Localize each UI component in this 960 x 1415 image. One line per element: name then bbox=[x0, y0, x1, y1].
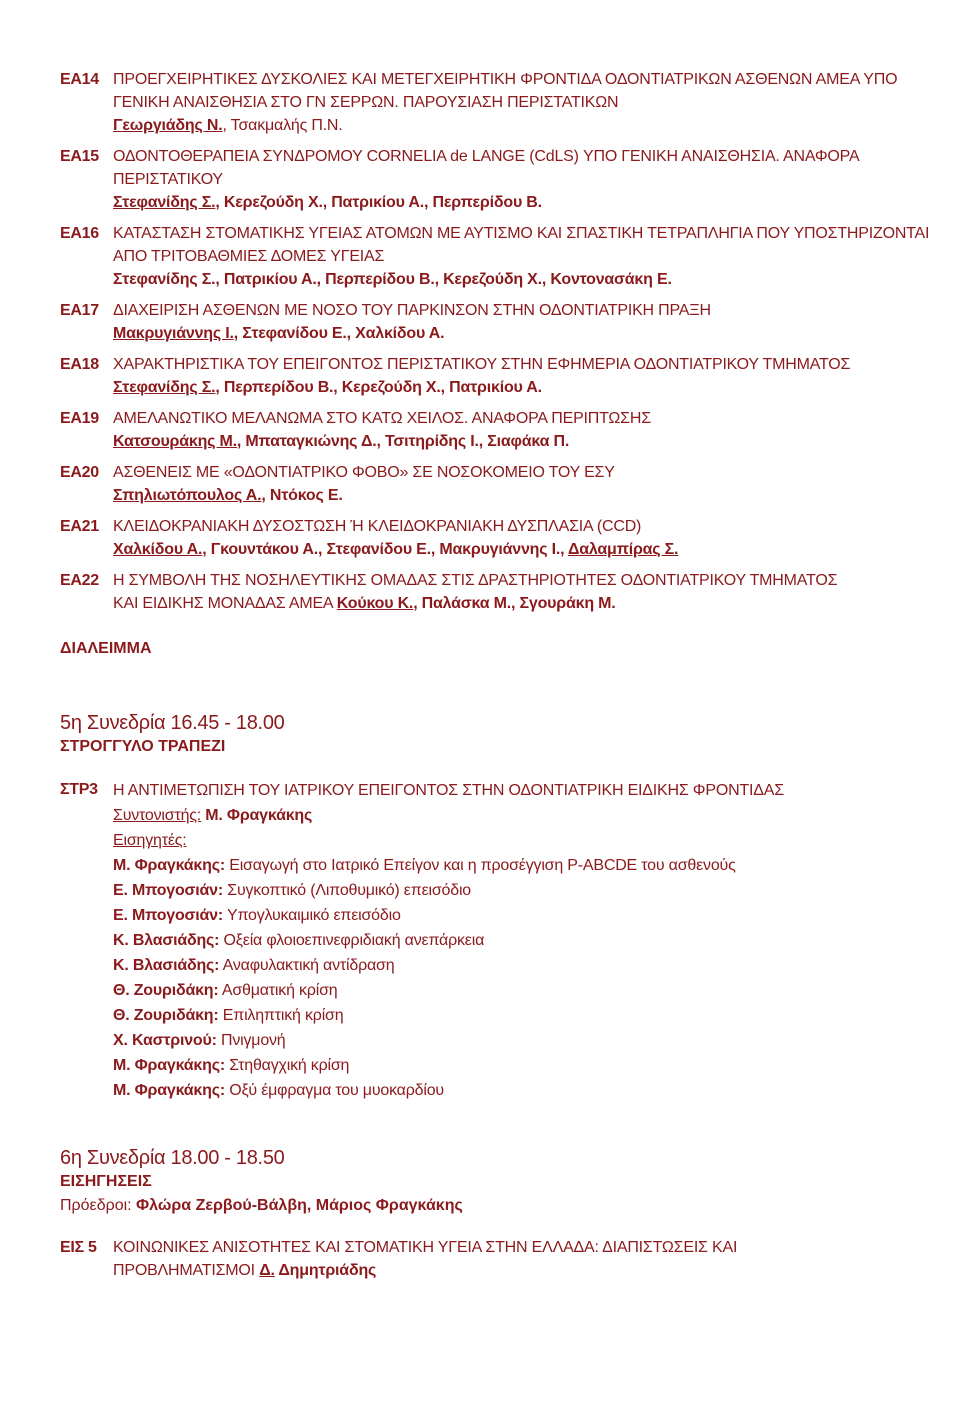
abstract-code: ΕΑ20 bbox=[60, 464, 99, 481]
abstract-title: ΠΡΟΕΓΧΕΙΡΗΤΙΚΕΣ ΔΥΣΚΟΛΙΕΣ ΚΑΙ ΜΕΤΕΓΧΕΙΡΗΤΙΚΗ ΦΡΟΝΤΙΔΑ ΟΔΟΝΤΙΑΤΡΙΚΩΝ ΑΣΘΕΝΩΝ ΑΜΕΑ ΥΠΟ ΓΕΝΙΚΗ ΑΝΑΙΣΘΗΣΙΑ ΣΤΟ ΓΝ ΣΕΡΡΩΝ. ΠΑΡΟΥΣΙΑΣΗ ΠΕΡΙΣΤΑΤΙΚΩΝ bbox=[113, 71, 898, 111]
talk-topic: Οξύ έμφραγμα του μυοκαρδίου bbox=[229, 1082, 444, 1099]
lecture-speaker-initial: Δ. bbox=[259, 1262, 275, 1279]
co-authors: , Τσακμαλής Π.Ν. bbox=[222, 117, 343, 134]
talk-item bbox=[113, 1028, 930, 1053]
talk-item bbox=[113, 878, 930, 903]
talk-topic: Εισαγωγή στο Ιατρικό Επείγον και η προσέγγιση P-ABCDE του ασθενούς bbox=[229, 857, 736, 874]
talk-item bbox=[113, 903, 930, 928]
talk-speaker: Κ. Βλασιάδης: bbox=[113, 932, 220, 949]
coordinator-label: Συντονιστής: bbox=[113, 807, 202, 824]
speakers-label: Εισηγητές: bbox=[113, 832, 187, 849]
lecture-code: ΕΙΣ 5 bbox=[60, 1239, 97, 1256]
talk-speaker: Μ. Φραγκάκης: bbox=[113, 857, 225, 874]
abstract-authors bbox=[113, 268, 930, 291]
talk-speaker: Θ. Ζουριδάκη: bbox=[113, 982, 219, 999]
session6-presidents bbox=[60, 1193, 930, 1218]
abstract-authors bbox=[113, 484, 930, 507]
abstract-title: ΑΜΕΛΑΝΩΤΙΚΟ ΜΕΛΑΝΩΜΑ ΣΤΟ ΚΑΤΩ ΧΕΙΛΟΣ. ΑΝΑΦΟΡΑ ΠΕΡΙΠΤΩΣΗΣ bbox=[113, 410, 651, 427]
talk-item bbox=[113, 953, 930, 978]
talk-topic: Επιληπτική κρίση bbox=[222, 1007, 344, 1024]
abstract-ea18 bbox=[60, 353, 930, 399]
abstract-code: ΕΑ15 bbox=[60, 148, 99, 165]
presenting-author: Κούκου Κ. bbox=[336, 595, 414, 612]
coordinator-name: Μ. Φραγκάκης bbox=[205, 807, 313, 824]
abstract-ea16 bbox=[60, 222, 930, 291]
abstract-title-line1: Η ΣΥΜΒΟΛΗ ΤΗΣ ΝΟΣΗΛΕΥΤΙΚΗΣ ΟΜΑΔΑΣ ΣΤΙΣ ΔΡΑΣΤΗΡΙΟΤΗΤΕΣ ΟΔΟΝΤΙΑΤΡΙΚΟΥ ΤΜΗΜΑΤΟΣ bbox=[113, 572, 838, 589]
session6-title: 6η Συνεδρία 18.00 - 18.50 bbox=[60, 1147, 285, 1169]
presenting-author: Γεωργιάδης Ν. bbox=[113, 117, 223, 134]
abstract-code: ΕΑ16 bbox=[60, 225, 99, 242]
talk-item bbox=[113, 978, 930, 1003]
abstract-authors bbox=[113, 191, 930, 214]
talk-list bbox=[113, 853, 930, 1103]
talk-speaker: Μ. Φραγκάκης: bbox=[113, 1082, 225, 1099]
abstract-code: ΕΑ17 bbox=[60, 302, 99, 319]
talk-item bbox=[113, 1078, 930, 1103]
talk-topic: Στηθαγχική κρίση bbox=[229, 1057, 350, 1074]
round-table-topic: Η ΑΝΤΙΜΕΤΩΠΙΣΗ ΤΟΥ ΙΑΤΡΙΚΟΥ ΕΠΕΙΓΟΝΤΟΣ ΣΤΗΝ ΟΔΟΝΤΙΑΤΡΙΚΗ ΕΙΔΙΚΗΣ ΦΡΟΝΤΙΔΑΣ bbox=[113, 782, 784, 799]
coordinator-line bbox=[113, 803, 930, 828]
program-page bbox=[60, 68, 930, 1290]
abstract-title: ΔΙΑΧΕΙΡΙΣΗ ΑΣΘΕΝΩΝ ΜΕ ΝΟΣΟ ΤΟΥ ΠΑΡΚΙΝΣΟΝ ΣΤΗΝ ΟΔΟΝΤΙΑΤΡΙΚΗ ΠΡΑΞΗ bbox=[113, 302, 711, 319]
abstract-authors bbox=[113, 322, 930, 345]
lecture-speaker-surname: Δημητριάδης bbox=[274, 1262, 377, 1279]
talk-topic: Πνιγμονή bbox=[220, 1032, 286, 1049]
abstract-ea14 bbox=[60, 68, 930, 137]
talk-speaker: Θ. Ζουριδάκη: bbox=[113, 1007, 219, 1024]
abstract-title: ΧΑΡΑΚΤΗΡΙΣΤΙΚΑ ΤΟΥ ΕΠΕΙΓΟΝΤΟΣ ΠΕΡΙΣΤΑΤΙΚΟΥ ΣΤΗΝ ΕΦΗΜΕΡΙΑ ΟΔΟΝΤΙΑΤΡΙΚΟΥ ΤΜΗΜΑΤΟΣ bbox=[113, 356, 851, 373]
abstract-ea19 bbox=[60, 407, 930, 453]
talk-item bbox=[113, 1003, 930, 1028]
abstract-ea22 bbox=[60, 569, 930, 615]
talk-topic: Ασθματική κρίση bbox=[221, 982, 338, 999]
abstract-ea15 bbox=[60, 145, 930, 214]
break-label: ΔΙΑΛΕΙΜΜΑ bbox=[60, 640, 152, 657]
abstract-code: ΕΑ21 bbox=[60, 518, 99, 535]
talk-speaker: Μ. Φραγκάκης: bbox=[113, 1057, 225, 1074]
abstract-title: ΑΣΘΕΝΕΙΣ ΜΕ «ΟΔΟΝΤΙΑΤΡΙΚΟ ΦΟΒΟ» ΣΕ ΝΟΣΟΚΟΜΕΙΟ ΤΟΥ ΕΣΥ bbox=[113, 464, 615, 481]
abstract-code: ΕΑ19 bbox=[60, 410, 99, 427]
abstract-authors bbox=[113, 430, 930, 453]
round-table-str3 bbox=[60, 778, 930, 1103]
presenting-author: Στεφανίδης Σ. bbox=[113, 379, 216, 396]
abstract-ea20 bbox=[60, 461, 930, 507]
abstract-authors bbox=[113, 114, 930, 137]
presenting-author: Στεφανίδης Σ. bbox=[113, 194, 216, 211]
co-authors: , Περπερίδου Β., Κερεζούδη Χ., Πατρικίου Α. bbox=[215, 379, 542, 396]
abstract-title: ΟΔΟΝΤΟΘΕΡΑΠΕΙΑ ΣΥΝΔΡΟΜΟΥ CORNELIA de LANGE (CdLS) ΥΠΟ ΓΕΝΙΚΗ ΑΝΑΙΣΘΗΣΙΑ. ΑΝΑΦΟΡΑ ΠΕΡΙΣΤΑΤΙΚΟΥ bbox=[113, 148, 859, 188]
abstract-title: ΚΛΕΙΔΟΚΡΑΝΙΑΚΗ ΔΥΣΟΣΤΩΣΗ Ή ΚΛΕΙΔΟΚΡΑΝΙΑΚΗ ΔΥΣΠΛΑΣΙΑ (CCD) bbox=[113, 518, 642, 535]
talk-topic: Αναφυλακτική αντίδραση bbox=[222, 957, 395, 974]
talk-item bbox=[113, 1053, 930, 1078]
co-author-underlined: Δαλαμπίρας Σ. bbox=[567, 541, 679, 558]
abstract-ea21 bbox=[60, 515, 930, 561]
talk-topic: Υπογλυκαιμικό επεισόδιο bbox=[226, 907, 401, 924]
abstract-ea17 bbox=[60, 299, 930, 345]
co-authors: , Μπαταγκιώνης Δ., Τσιτηρίδης Ι., Σιαφάκα Π. bbox=[236, 433, 570, 450]
co-authors: , Κερεζούδη Χ., Πατρικίου Α., Περπερίδου Β. bbox=[215, 194, 542, 211]
talk-speaker: Κ. Βλασιάδης: bbox=[113, 957, 220, 974]
talk-speaker: Χ. Καστρινού: bbox=[113, 1032, 217, 1049]
abstract-code: ΕΑ22 bbox=[60, 572, 99, 589]
lecture-eis5 bbox=[60, 1236, 930, 1282]
co-authors: , Πατρικίου Α., Περπερίδου Β., Κερεζούδη Χ., Κοντονασάκη Ε. bbox=[215, 271, 672, 288]
abstract-authors bbox=[113, 538, 930, 561]
abstract-code: ΕΑ14 bbox=[60, 71, 99, 88]
session5-title: 5η Συνεδρία 16.45 - 18.00 bbox=[60, 712, 285, 734]
presenting-author: Σπηλιωτόπουλος Α. bbox=[113, 487, 262, 504]
round-table-code: ΣΤΡ3 bbox=[60, 781, 98, 798]
session6-type: ΕΙΣΗΓΗΣΕΙΣ bbox=[60, 1173, 152, 1190]
session5-type: ΣΤΡΟΓΓΥΛΟ ΤΡΑΠΕΖΙ bbox=[60, 738, 226, 755]
presenting-author: Χαλκίδου Α. bbox=[113, 541, 203, 558]
talk-item bbox=[113, 928, 930, 953]
presidents-label: Πρόεδροι: bbox=[60, 1197, 137, 1214]
co-authors: , Ντόκος Ε. bbox=[261, 487, 343, 504]
co-authors: , Παλάσκα Μ., Σγουράκη Μ. bbox=[413, 595, 616, 612]
talk-speaker: Ε. Μπογοσιάν: bbox=[113, 907, 223, 924]
abstract-title-line2: ΚΑΙ ΕΙΔΙΚΗΣ ΜΟΝΑΔΑΣ ΑΜΕΑ bbox=[113, 595, 337, 612]
presenting-author: Μακρυγιάννης Ι. bbox=[113, 325, 234, 342]
lecture-topic-line2: ΠΡΟΒΛΗΜΑΤΙΣΜΟΙ bbox=[113, 1262, 260, 1279]
talk-speaker: Ε. Μπογοσιάν: bbox=[113, 882, 223, 899]
presenting-author: Κατσουράκης Μ. bbox=[113, 433, 237, 450]
abstract-code: ΕΑ18 bbox=[60, 356, 99, 373]
talk-topic: Οξεία φλοιοεπινεφριδιακή ανεπάρκεια bbox=[223, 932, 485, 949]
lecture-topic-line1: ΚΟΙΝΩΝΙΚΕΣ ΑΝΙΣΟΤΗΤΕΣ ΚΑΙ ΣΤΟΜΑΤΙΚΗ ΥΓΕΙΑ ΣΤΗΝ ΕΛΛΑΔΑ: ΔΙΑΠΙΣΤΩΣΕΙΣ ΚΑΙ bbox=[113, 1239, 738, 1256]
presidents-names: Φλώρα Ζερβού-Βάλβη, Μάριος Φραγκάκης bbox=[136, 1197, 463, 1214]
co-authors: , Γκουντάκου Α., Στεφανίδου Ε., Μακρυγιάννης Ι., bbox=[202, 541, 568, 558]
abstract-authors bbox=[113, 376, 930, 399]
abstract-title: ΚΑΤΑΣΤΑΣΗ ΣΤΟΜΑΤΙΚΗΣ ΥΓΕΙΑΣ ΑΤΟΜΩΝ ΜΕ ΑΥΤΙΣΜΟ ΚΑΙ ΣΠΑΣΤΙΚΗ ΤΕΤΡΑΠΛΗΓΙΑ ΠΟΥ ΥΠΟΣΤΗΡΙΖΟΝΤΑΙ ΑΠΟ ΤΡΙΤΟΒΑΘΜΙΕΣ ΔΟΜΕΣ ΥΓΕΙΑΣ bbox=[113, 225, 930, 265]
talk-item bbox=[113, 853, 930, 878]
co-authors: , Στεφανίδου Ε., Χαλκίδου Α. bbox=[233, 325, 445, 342]
presenting-author: Στεφανίδης Σ. bbox=[113, 271, 216, 288]
talk-topic: Συγκοπτικό (Λιποθυμικό) επεισόδιο bbox=[227, 882, 472, 899]
